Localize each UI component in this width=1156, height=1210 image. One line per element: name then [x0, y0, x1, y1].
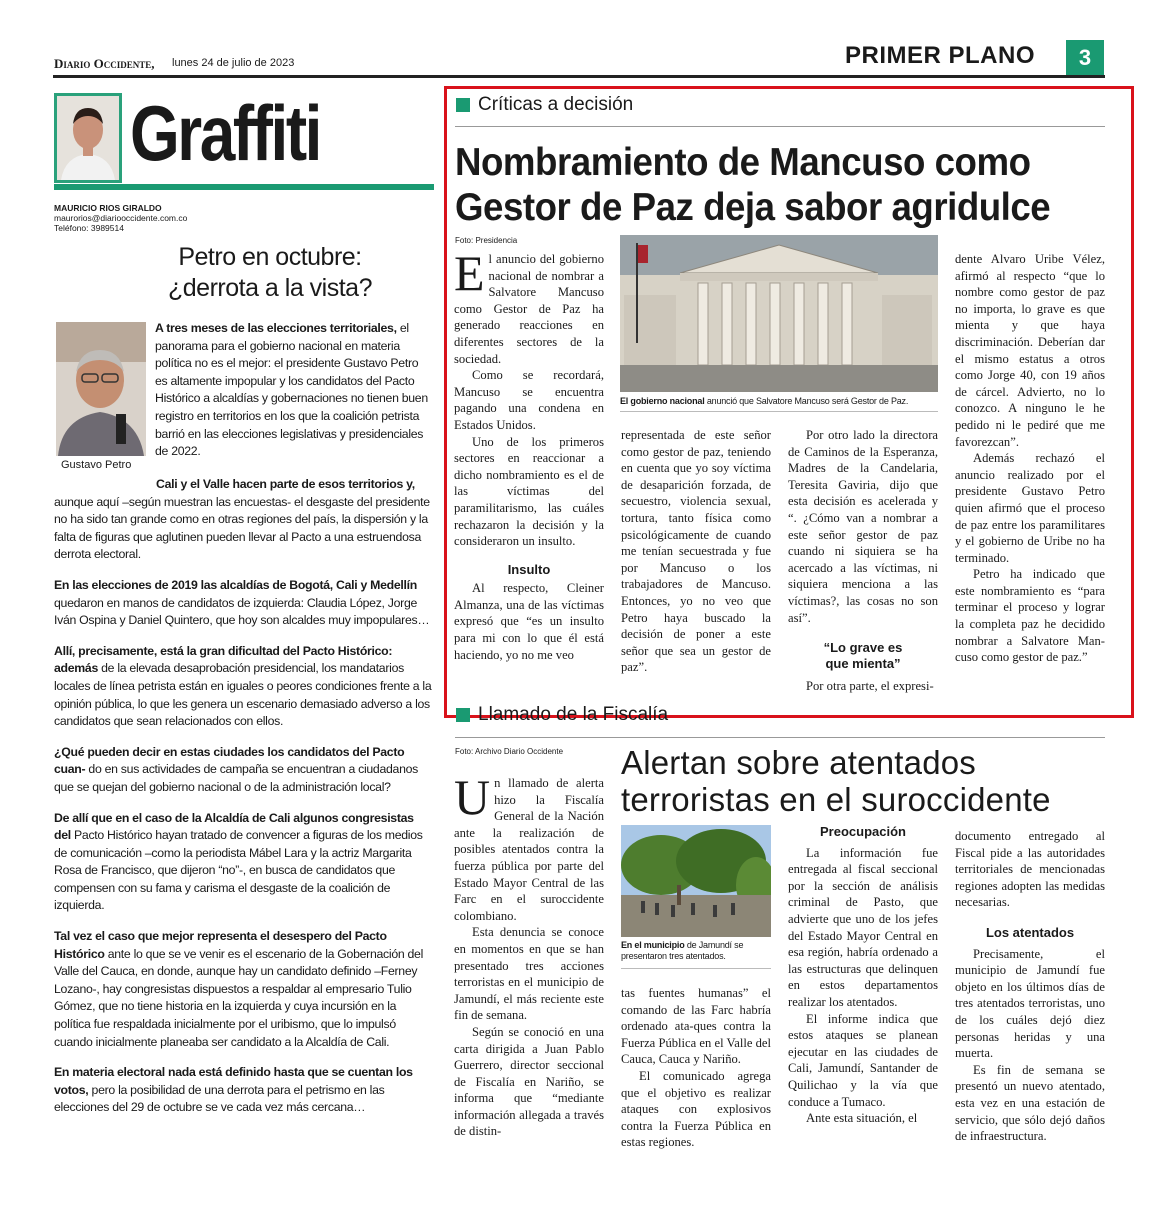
graffiti-p2-lead: Cali y el Valle hacen parte de esos territorios y, — [156, 477, 415, 491]
columnist-phone: Teléfono: 3989514 — [54, 223, 124, 233]
graffiti-p4-text: de la elevada desaprobación presidencial, los mandatarios locales de línea petrista están en iguales o peores condiciones frente a la opinión pública, lo que les genera un escenario demasiado adverso a los candidatos que sean relacionados con ellos. — [54, 661, 432, 729]
article1-section-text: Críticas a decisión — [478, 94, 634, 115]
article1-c2-p1: representada de este señor como gestor de paz, teniendo en cuenta que yo soy víctima de desaparición forzada, de secuestro, violencia sexual, tortura, tanto física como psicológicamente de cuando me tenían secuestrada y fue por Mancuso o los trabajadores de Mancuso. Entonces, yo no veo que Petro haya buscado la decisión de poner a este señor que sea un gestor de paz”. — [621, 428, 771, 675]
article1-c1-p4: Al respecto, Cleiner Almanza, una de las víctimas expresó que “es un insulto para mi con lo que él está haciendo, yo no me veo — [454, 581, 604, 662]
article1-c1-p1-text: l anuncio del gobierno nacional de nombrar a Salvatore Mancuso como Gestor de Paz ha generado reacciones en diferentes sectores de la sociedad. — [454, 252, 604, 366]
petro-portrait-icon — [56, 322, 146, 456]
article1-col2 — [621, 427, 771, 676]
graffiti-headline — [150, 242, 390, 304]
article2-section-rule — [455, 737, 1105, 738]
article2-c1-p2: Esta denuncia se conoce en momentos en que se han presentado tres acciones terroristas en el municipio de Jamundí, el más reciente este fin de semana. — [454, 925, 604, 1023]
masthead-paper-name: Diario Occidente, — [54, 56, 155, 71]
article1-c1-p2: Como se recordará, Mancuso se encuentra pagando una condena en Estados Unidos. — [454, 368, 604, 432]
park-plaza-icon — [621, 825, 771, 937]
graffiti-p2-text: aunque aquí –según muestran las encuestas- el desgaste del presidente no ha sido tan grande como en otras regiones del país, la dispersión y la falta de figuras que aglutinen pueden llevar al Pacto a una estruendosa derrota electoral. — [54, 494, 430, 562]
article2-photo-caption — [621, 940, 771, 962]
article2-c3-p2: El informe indica que estos ataques se planean ejecutar en las ciudades de Cali, Jamundí, Santander de Quilichao y la vía que conduce a Tumaco. — [788, 1011, 938, 1109]
article2-subhead-preocupacion: Preocupación — [820, 824, 906, 839]
section-title: PRIMER PLANO — [845, 42, 1036, 69]
article1-photo-caption-lead: El gobierno nacional — [620, 396, 705, 406]
article2-headline-line2: terroristas en el suroccidente — [621, 781, 1051, 818]
graffiti-p8-text: pero la posibilidad de una derrota para el petrismo en las elecciones del 29 de octubre se ve cada vez más cercana… — [54, 1082, 385, 1115]
graffiti-p3 — [54, 577, 433, 630]
columnist-photo — [54, 93, 122, 183]
article1-headline-line2: Gestor de Paz deja sabor agridulce — [455, 186, 1051, 229]
graffiti-headline-line1: Petro en octubre: — [178, 243, 362, 271]
article1-photo-caption — [620, 396, 908, 406]
graffiti-rule — [54, 184, 434, 190]
article1-c4-p3: Petro ha indicado que este nombramiento es “para terminar el proceso y lograr la completa paz he decidido nombrar a Salvatore Man-cuso como gestor de paz.” — [955, 567, 1105, 665]
graffiti-p2 — [54, 476, 433, 564]
article1-photo — [620, 235, 938, 392]
article2-c2-p1: tas fuentes humanas” el comando de las Farc habría ordenado ata-ques contra la Fuerza Pública en el Valle del Cauca, Cauca y Nariño. — [621, 986, 771, 1067]
article1-subhead-insulto: Insulto — [507, 561, 551, 577]
article2-subhead-atentados: Los atentados — [985, 924, 1075, 940]
article2-caption-rule — [621, 968, 771, 969]
article1-headline — [455, 140, 1050, 230]
columnist-name: MAURICIO RIOS GIRALDO — [54, 203, 162, 213]
article1-subhead-grave-line2: que mienta” — [825, 656, 901, 672]
graffiti-p6-text: Pacto Histórico hayan tratado de convencer a figuras de los medios de comunicación –como la periodista Mábel Lara y la actriz Margarita Rosa de Francisco, que dijeron “no”-, en busca de candidatos que compensen con su fama y carisma el desgaste de la coalición de izquierda. — [54, 828, 423, 913]
section-square-icon — [456, 708, 470, 722]
article1-photo-caption-text: anunció que Salvatore Mancuso será Gestor de Paz. — [706, 396, 909, 406]
article2-photo-caption-lead: En el municipio — [621, 940, 685, 950]
article1-headline-line1: Nombramiento de Mancuso como — [455, 141, 1031, 184]
article2-c4-p3: Es fin de semana se presentó un nuevo atentado, esta vez en una estación de servicio, que sólo dejó daños de infraestructura. — [955, 1062, 1105, 1144]
article2-headline — [621, 744, 1051, 818]
article2-c3-p3: Ante esta situación, el — [806, 1111, 918, 1126]
graffiti-p8 — [54, 1064, 433, 1117]
graffiti-body — [54, 476, 433, 1117]
article2-col4 — [955, 828, 1105, 1145]
graffiti-p5-text: do en sus actividades de campaña se encuentran a ciudadanos que se quejan del gobierno nacional o de la administración local? — [54, 762, 419, 794]
article2-section-label — [456, 704, 668, 726]
graffiti-p1-text: el panorama para el gobierno nacional en materia política no es el mejor: el presidente Gustavo Petro es altamente impopular y los candidatos del Pacto Histórico a alcaldías y gobernaciones no tienen buen registro en territorios en los que la coalición petrista barrió en las elecciones legislativas y presidenciales de 2022. — [155, 321, 428, 459]
columnist-email: maurorios@diariooccidente.com.co — [54, 213, 188, 223]
article2-c1-p1-text: n llamado de alerta hizo la Fiscalía General de la Nación ante la realización de posibles atentados contra la fuerza pública por parte del Estado Mayor Central de las Farc en el suroccidente colombiano. — [454, 776, 604, 923]
graffiti-p1-lead: A tres meses de las elecciones territoriales, — [155, 321, 397, 335]
article1-c4-p1: dente Alvaro Uribe Vélez, afirmó al respecto “que lo nombre como gestor de paz no importa, lo grave es que mienta y que haya discriminación. Deberían dar el mismo estatus a otros como Jorge 40, con 19 años de cárcel. Advierto, no lo conozco. A ninguno le he pedido ni le pediré que me favorezcan”. — [955, 252, 1105, 449]
article2-section-text: Llamado de la Fiscalía — [478, 704, 669, 725]
masthead-date: lunes 24 de julio de 2023 — [172, 57, 295, 69]
section-square-icon — [456, 98, 470, 112]
article2-col2 — [621, 985, 771, 1151]
article2-c4-p2: Precisamente, el municipio de Jamundí fue objeto en los últimos días de tres atentados terroristas, uno de los cuáles dejó diez personas heridas y una muerta. — [955, 946, 1105, 1061]
article1-caption-rule — [620, 411, 938, 412]
article1-col4 — [955, 251, 1105, 666]
article2-c1-p3: Según se conoció en una carta dirigida a Juan Pablo Guerrero, director seccional de Fiscalía en Nariño, se informa que “mediante información allegada a través de distin- — [454, 1024, 604, 1139]
graffiti-p7 — [54, 928, 433, 1051]
masthead-rule — [53, 75, 1105, 78]
article2-photo-credit: Foto: Archivo Diario Occidente — [455, 747, 564, 756]
article2-headline-line1: Alertan sobre atentados — [621, 744, 976, 781]
article1-c4-p2: Además rechazó el anuncio realizado por el presidente Gustavo Petro quien afirmó que el proceso de paz entre los paramilitares y el gobierno de Uribe no ha terminado. — [955, 451, 1105, 565]
article1-col1 — [454, 245, 604, 663]
article1-subhead-grave-line1: “Lo grave es — [823, 640, 903, 656]
article1-c3-p2: Por otra parte, el expresi- — [806, 679, 934, 694]
graffiti-p4-lead: Allí, precisamente, está la gran dificultad del Pacto Histórico: además — [54, 643, 393, 676]
article2-c3-p1: La información fue entregada al fiscal seccional por la sección de análisis criminal de Pasto, que advierte que uno de los jefes del Estado Mayor Central en esa región, habría ordenado a las estructuras que delinquen en estos departamentos realizar los atentados. — [788, 845, 938, 1009]
graffiti-title: Graffiti — [130, 89, 320, 177]
article2-c4-p1: documento entregado al Fiscal pide a las autoridades territoriales de mencionadas regiones adopten las medidas necesarias. — [955, 829, 1105, 910]
article1-c1-p3: Uno de los primeros sectores en reaccionar a dicho nombramiento es el de las víctimas del paramilitarismo, las cuáles rechazaron la decisión y la consideraron un insulto. — [454, 434, 604, 549]
graffiti-intro — [155, 320, 433, 461]
columnist-portrait-icon — [57, 96, 119, 180]
graffiti-p6 — [54, 810, 433, 916]
article1-col3 — [788, 427, 938, 695]
article2-c2-p2: El comunicado agrega que el objetivo es realizar ataques con explosivos contra la Fuerza Pública en estas regiones. — [621, 1068, 771, 1150]
article1-section-rule — [455, 126, 1105, 127]
article2-col1 — [454, 769, 604, 1140]
article2-col3 — [788, 824, 938, 1127]
graffiti-p3-lead: En las elecciones de 2019 las alcaldías de Bogotá, Cali y Medellín — [54, 577, 417, 592]
graffiti-p7-lead: Tal vez el caso que mejor representa el desespero del Pacto Histórico — [54, 929, 387, 961]
petro-photo — [56, 322, 146, 456]
article1-photo-credit: Foto: Presidencia — [455, 236, 518, 245]
graffiti-p5 — [54, 744, 433, 797]
article2-photo — [621, 825, 771, 937]
graffiti-p8-lead: En materia electoral nada está definido hasta que se cuentan los votos, — [54, 1065, 413, 1097]
petro-photo-caption: Gustavo Petro — [61, 459, 132, 471]
article1-c3-p1: Por otro lado la directora de Caminos de la Esperanza, Madres de la Candelaria, Teresita Gaviria, dijo que esta decisión es acelerada y “. ¿Cómo van a nombrar a este señor gestor de paz cuando ni siquiera se ha acercado a las víctimas, ni siquiera menciona a las víctimas?, las cosas no son así”. — [788, 428, 938, 625]
article1-subhead-grave — [788, 640, 938, 672]
article2-c1-p1 — [454, 769, 604, 924]
graffiti-p5-lead: ¿Qué pueden decir en estas ciudades los candidatos del Pacto cuan- — [54, 744, 405, 777]
graffiti-p6-lead: De allí que en el caso de la Alcaldía de Cali algunos congresistas del — [54, 810, 414, 843]
article1-c1-p1 — [454, 245, 604, 367]
graffiti-headline-line2: ¿derrota a la vista? — [168, 274, 372, 302]
article1-section-label — [456, 94, 633, 116]
graffiti-p4 — [54, 643, 433, 731]
graffiti-p3-text: quedaron en manos de candidatos de izquierda: Claudia López, Jorge Iván Ospina y Daniel Quintero, que hoy son alcaldes muy impopulares… — [54, 595, 430, 628]
article1-dropcap: E — [454, 245, 485, 301]
palace-building-icon — [620, 235, 938, 392]
graffiti-p7-text: ante lo que se ve venir es el escenario de la Gobernación del Valle del Cauca, en donde, aunque hay un candidato definido –Ferney Lozano-, hay congresistas dispuestos a respaldar al empresario Tulio Gómez, que no tiene historia en la izquierda y cuya incursión en la política fue respaldada inicialmente por el uribismo, que lo impulsó cuando inicialmente planeaba ser candidato a la Alcaldía de Cali. — [54, 946, 424, 1049]
article2-photo-caption-text: de Jamundí se presentaron tres atentados. — [621, 940, 744, 961]
page-number-badge: 3 — [1066, 40, 1104, 76]
article2-dropcap: U — [454, 769, 491, 825]
